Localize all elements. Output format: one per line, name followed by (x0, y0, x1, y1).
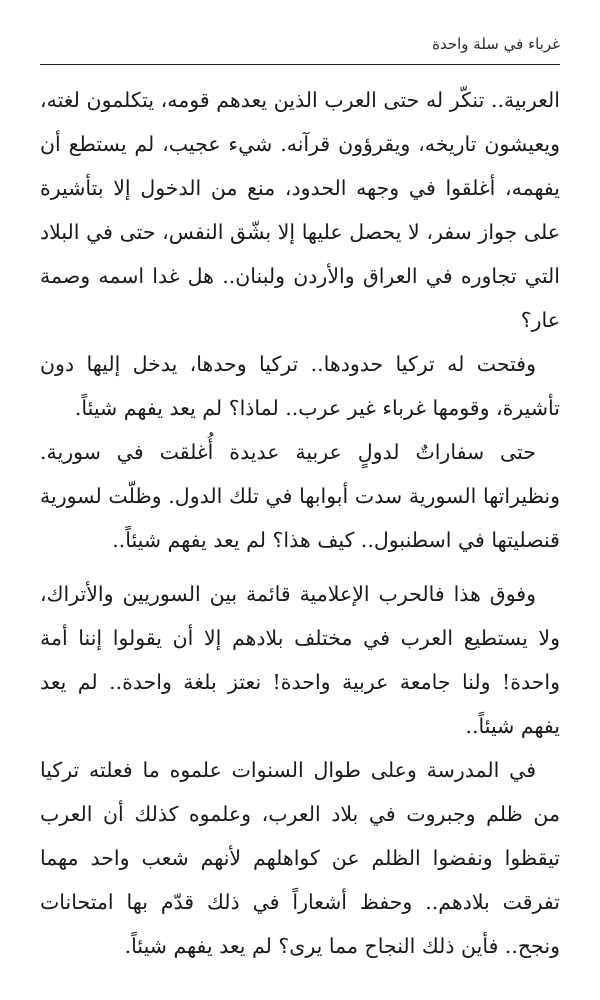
paragraph-5: في المدرسة وعلى طوال السنوات علموه ما فعلته تركيا من ظلم وجبروت في بلاد العرب، وعلموه كذلك أن العرب تيقظوا ونفضوا الظلم عن كواهلهم لأنهم شعب واحد مهما تفرقت بلادهم.. وحفظ أشعاراً في ذلك قدّم بها امتحانات ونجح.. فأين ذلك النجاح مما يرى؟ لم يعد يفهم شيئاً. (40, 758, 560, 958)
body-text (40, 78, 560, 968)
running-header: غرباء في سلة واحدة (432, 35, 560, 53)
header-rule (40, 64, 560, 65)
paragraph-1: العربية.. تنكّر له حتى العرب الذين يعدهم قومه، يتكلمون لغته، ويعيشون تاريخه، ويقرؤون قرآنه. شيء عجيب، لم يستطع أن يفهمه، أغلقوا في وجهه الحدود، منع من الدخول إلا بتأشيرة على جواز سفر، لا يحصل عليها إلا بشّق النفس، حتى في البلاد التي تجاوره في العراق والأردن ولبنان.. هل غدا اسمه وصمة عار؟ (40, 88, 560, 332)
paragraph-3: حتى سفاراتٌ لدولٍ عربية عديدة أُغلقت في سورية. ونظيراتها السورية سدت أبوابها في تلك الدول. وظلّت لسورية قنصليتها في اسطنبول.. كيف هذا؟ لم يعد يفهم شيئاً.. (40, 440, 560, 552)
paragraph-4: وفوق هذا فالحرب الإعلامية قائمة بين السوريين والأتراك، ولا يستطيع العرب في مختلف بلادهم إلا أن يقولوا إننا أمة واحدة! ولنا جامعة عربية واحدة! نعتز بلغة واحدة.. لم يعد يفهم شيئاً.. (40, 582, 560, 738)
paragraph-2: وفتحت له تركيا حدودها.. تركيا وحدها، يدخل إليها دون تأشيرة، وقومها غرباء غير عرب.. لماذا؟ لم يعد يفهم شيئاً. (40, 352, 560, 420)
